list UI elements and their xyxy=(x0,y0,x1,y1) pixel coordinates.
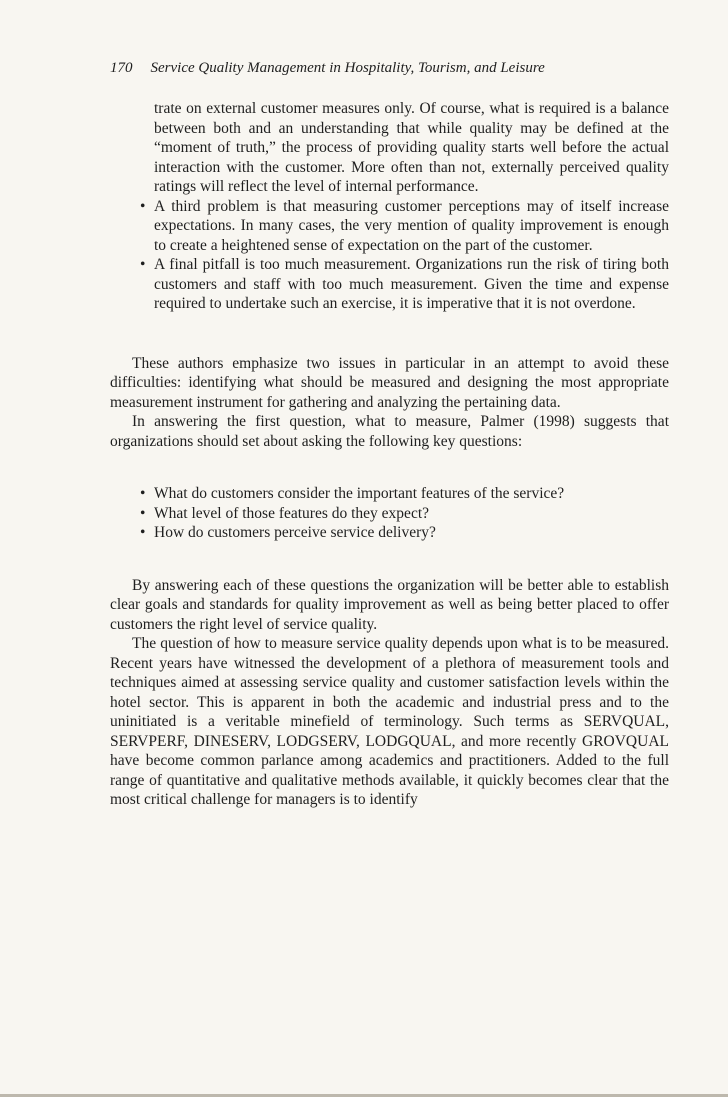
list-item xyxy=(110,484,669,504)
continued-bullet-paragraph xyxy=(110,99,669,197)
bullet-icon: • xyxy=(140,504,146,522)
bullet-icon: • xyxy=(140,197,146,215)
list-item-text: What do customers consider the important features of the service? xyxy=(154,485,565,502)
key-questions-list xyxy=(110,484,669,543)
list-item xyxy=(110,197,669,256)
spacer xyxy=(110,543,669,576)
problems-list xyxy=(110,197,669,314)
list-item xyxy=(110,523,669,543)
bullet-icon: • xyxy=(140,524,146,541)
page-number: 170 xyxy=(110,60,133,76)
paragraph: These authors emphasize two issues in particular in an attempt to avoid these difficulties: identifying what should be measured and designing the most appropriate measurement instrument for gathering and analyzing the pertaining data. xyxy=(110,354,669,411)
body-text xyxy=(110,99,669,810)
list-item xyxy=(110,504,669,524)
list-item xyxy=(110,255,669,314)
list-item-text: A third problem is that measuring customer perceptions may of itself increase expectations. In many cases, the very mention of quality improvement is enough to create a heightened sense of expectation on the part of the customer. xyxy=(154,197,669,254)
bullet-icon: • xyxy=(140,256,146,273)
list-item-text: What level of those features do they expect? xyxy=(154,504,430,522)
list-item-text: How do customers perceive service delivery? xyxy=(154,524,436,541)
list-item-text: A final pitfall is too much measurement. Organizations run the risk of tiring both customers and staff with too much measurement. Given the time and expense required to undertake such an exercise, it is imperative that it is not overdone. xyxy=(154,256,669,312)
running-title: Service Quality Management in Hospitality, Tourism, and Leisure xyxy=(150,60,545,76)
paragraph: By answering each of these questions the organization will be better able to establish clear goals and standards for quality improvement as well as being better placed to offer customers the right level of service quality. xyxy=(110,576,669,633)
bullet-icon: • xyxy=(140,485,146,502)
running-header xyxy=(110,60,670,77)
paragraph: In answering the first question, what to measure, Palmer (1998) suggests that organizations should set about asking the following key questions: xyxy=(110,413,669,450)
spacer xyxy=(110,451,669,484)
spacer xyxy=(110,314,669,354)
paragraph: The question of how to measure service quality depends upon what is to be measured. Recent years have witnessed the development of a plethora of measurement tools and techniques aimed at assessing service quality and customer satisfaction levels within the hotel sector. This is apparent in both the academic and industrial press and to the uninitiated is a veritable minefield of terminology. Such terms as SERVQUAL, SERVPERF, DINESERV, LODGSERV, LODGQUAL, and more recently GROVQUAL have become common parlance among academics and practitioners. Added to the full range of quantitative and qualitative methods available, it quickly becomes clear that the most critical challenge for managers is to identify xyxy=(110,635,669,808)
continuation-paragraph: trate on external customer measures only. Of course, what is required is a balance between both and an understanding that while quality may be defined at the “moment of truth,” the process of providing quality starts well before the actual interaction with the customer. More often than not, externally perceived quality ratings will reflect the level of internal performance. xyxy=(154,100,669,195)
